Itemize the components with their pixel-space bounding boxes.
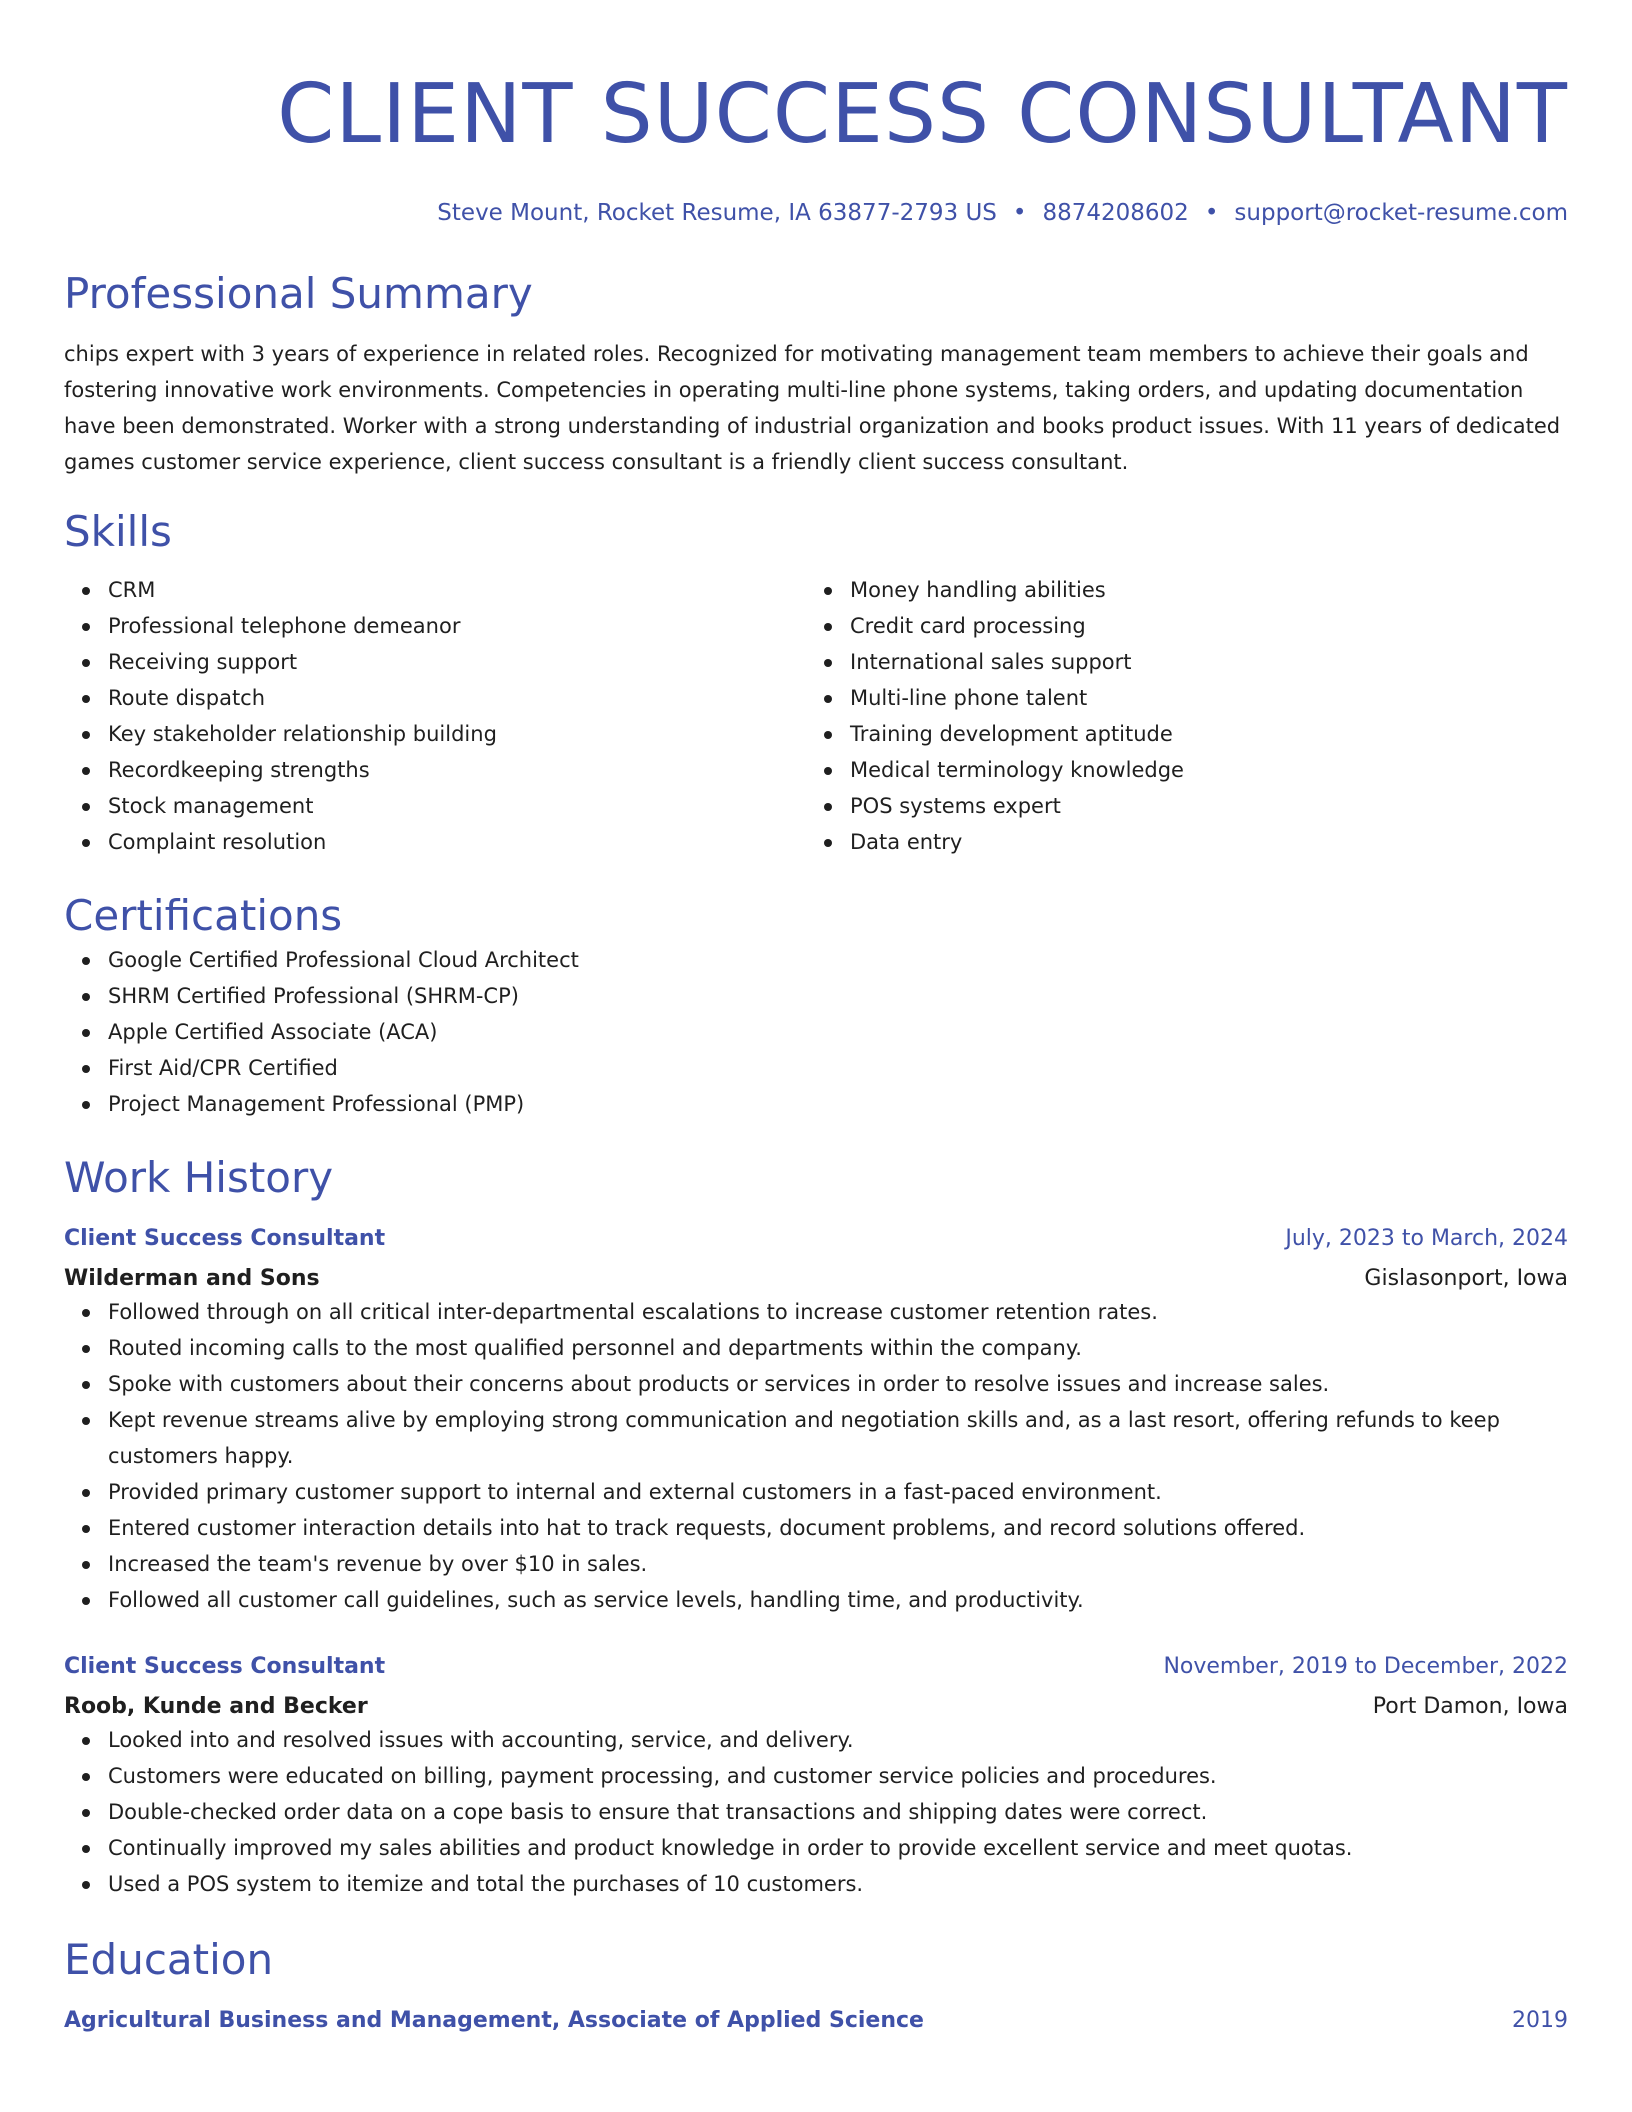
job-bullet: Continually improved my sales abilities and product knowledge in order to provide excellent service and meet quotas. [108,1830,1568,1866]
job-title: Client Success Consultant [64,1654,386,1679]
certification-item: Project Management Professional (PMP) [108,1086,1568,1122]
skill-item: Data entry [850,824,1548,860]
skills-column-left [64,572,806,860]
skill-item: Training development aptitude [850,716,1548,752]
certification-item: Apple Certified Associate (ACA) [108,1014,1568,1050]
contact-address: Steve Mount, Rocket Resume, IA 63877-2793 US [437,200,997,226]
contact-phone[interactable]: 8874208602 [1042,200,1189,226]
job-entry [64,1652,1568,1902]
job-bullet: Routed incoming calls to the most qualified personnel and departments within the company. [108,1330,1568,1366]
job-company: Roob, Kunde and Becker [64,1694,368,1719]
summary-text: chips expert with 3 years of experience in related roles. Recognized for motivating management team members to achieve their goals and fostering innovative work environments. Competencies in operating multi-line phone systems, taking orders, and updating documentation have been demonstrated. Worker with a strong understanding of industrial organization and books product issues. With 11 years of dedicated games customer service experience, client success consultant is a friendly client success consultant. [64,342,1561,474]
job-bullet: Double-checked order data on a cope basis to ensure that transactions and shipping dates were correct. [108,1794,1568,1830]
skill-item: Complaint resolution [108,824,806,860]
job-bullet: Increased the team's revenue by over $10 in sales. [108,1546,1568,1582]
job-location: Gislasonport, Iowa [1364,1266,1568,1291]
skill-item: CRM [108,572,806,608]
education-year: 2019 [1512,2008,1568,2033]
skill-item: Receiving support [108,644,806,680]
skill-item: Recordkeeping strengths [108,752,806,788]
work-history-heading: Work History [64,1153,334,1202]
certifications-list [64,942,1568,1122]
job-company-row [64,1254,1568,1294]
skill-item: Key stakeholder relationship building [108,716,806,752]
skills-column-right [806,572,1548,860]
job-bullet: Customers were educated on billing, payment processing, and customer service policies and procedures. [108,1758,1568,1794]
skill-item: Money handling abilities [850,572,1548,608]
skill-item: Stock management [108,788,806,824]
job-bullet: Followed through on all critical inter-departmental escalations to increase customer retention rates. [108,1294,1568,1330]
certifications-heading: Certifications [64,891,343,940]
job-bullet: Used a POS system to itemize and total the purchases of 10 customers. [108,1866,1568,1902]
skill-item: International sales support [850,644,1548,680]
job-bullet: Entered customer interaction details into hat to track requests, document problems, and record solutions offered. [108,1510,1568,1546]
certification-item: Google Certified Professional Cloud Architect [108,942,1568,978]
education-row [64,2006,1568,2036]
skills-list-left [64,572,806,860]
job-dates: July, 2023 to March, 2024 [1285,1226,1568,1251]
job-entry [64,1224,1568,1618]
summary-heading: Professional Summary [64,269,533,318]
contact-line [64,198,1568,228]
skills-heading: Skills [64,507,172,556]
job-bullet: Kept revenue streams alive by employing strong communication and negotiation skills and, as a last resort, offering refunds to keep customers happy. [108,1402,1568,1474]
job-bullet: Followed all customer call guidelines, such as service levels, handling time, and productivity. [108,1582,1568,1618]
certification-item: SHRM Certified Professional (SHRM-CP) [108,978,1568,1014]
skill-item: Professional telephone demeanor [108,608,806,644]
skills-list-right [806,572,1548,860]
job-bullets [64,1722,1568,1902]
education-degree: Agricultural Business and Management, Associate of Applied Science [64,2008,924,2033]
job-company-row [64,1682,1568,1722]
job-bullet: Looked into and resolved issues with accounting, service, and delivery. [108,1722,1568,1758]
job-company: Wilderman and Sons [64,1266,320,1291]
job-title: Client Success Consultant [64,1226,386,1251]
skill-item: Multi-line phone talent [850,680,1548,716]
job-location: Port Damon, Iowa [1372,1694,1568,1719]
resume-title: CLIENT SUCCESS CONSULTANT [277,67,1568,162]
contact-email[interactable]: support@rocket-resume.com [1234,200,1568,226]
job-bullets [64,1294,1568,1618]
education-heading: Education [64,1935,274,1984]
skills-columns [64,572,1568,860]
certification-item: First Aid/CPR Certified [108,1050,1568,1086]
skill-item: Medical terminology knowledge [850,752,1548,788]
job-bullet: Spoke with customers about their concerns about products or services in order to resolve issues and increase sales. [108,1366,1568,1402]
contact-separator: • [1012,200,1027,226]
skill-item: Route dispatch [108,680,806,716]
job-header-row [64,1224,1568,1254]
job-header-row [64,1652,1568,1682]
contact-separator: • [1204,200,1219,226]
skill-item: POS systems expert [850,788,1548,824]
job-dates: November, 2019 to December, 2022 [1163,1654,1568,1679]
job-bullet: Provided primary customer support to internal and external customers in a fast-paced environment. [108,1474,1568,1510]
skill-item: Credit card processing [850,608,1548,644]
